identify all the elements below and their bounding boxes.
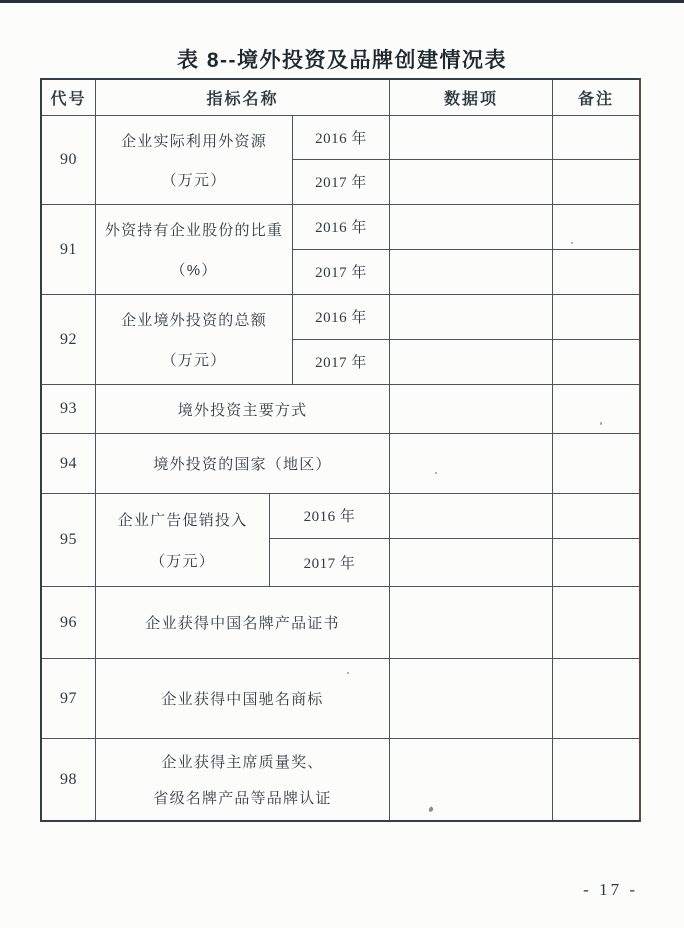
- row-90-subrows: [293, 116, 639, 204]
- table-row-91: [42, 205, 639, 295]
- table-row-92: [42, 295, 639, 385]
- row-91-note-cell: [553, 250, 639, 295]
- row-97-code: 97: [42, 659, 96, 738]
- row-90-indicator: [96, 116, 293, 204]
- row-92-note-cell: [553, 295, 639, 339]
- row-91-year-label: 2017 年: [293, 250, 390, 295]
- row-93-indicator: [96, 385, 390, 433]
- table-row-97: [42, 659, 639, 739]
- row-94-indicator: [96, 434, 390, 493]
- row-95-subrow: [270, 494, 639, 539]
- row-95-year-label: 2016 年: [270, 494, 390, 538]
- row-98-indicator-line: 省级名牌产品等品牌认证: [153, 789, 332, 807]
- row-94-indicator-line: 境外投资的国家（地区）: [153, 456, 332, 473]
- row-95-indicator-line: 企业广告促销投入: [117, 512, 248, 529]
- row-91-data-cell: [390, 205, 553, 249]
- table-row-94: [42, 434, 639, 494]
- table-row-95: [42, 494, 639, 587]
- row-96-code: 96: [42, 587, 96, 658]
- row-92-data-cell: [390, 295, 553, 339]
- row-92-indicator-line: （万元）: [161, 351, 227, 369]
- row-91-data-cell: [390, 250, 553, 295]
- row-91-indicator-line: （%）: [170, 261, 218, 279]
- header-note: 备注: [577, 91, 614, 108]
- row-98-code: 98: [42, 739, 96, 820]
- row-97-indicator-line: 企业获得中国驰名商标: [161, 691, 324, 708]
- row-90-subrow: [293, 160, 639, 204]
- table-row-98: [42, 739, 639, 820]
- row-95-note-cell: [553, 494, 639, 538]
- row-92-data-cell: [390, 340, 553, 385]
- header-data: 数据项: [390, 80, 553, 115]
- row-98-data-cell: [390, 739, 553, 820]
- row-92-indicator-line: 企业境外投资的总额: [121, 312, 267, 330]
- row-91-code: 91: [42, 205, 96, 294]
- header-code: 代号: [42, 80, 96, 115]
- row-94-code: 94: [42, 434, 96, 493]
- row-94-note-cell: [553, 434, 639, 493]
- row-90-subrow: [293, 116, 639, 160]
- row-96-indicator: [96, 587, 390, 658]
- scan-edge-artifact: [0, 0, 684, 3]
- row-95-data-cell: [390, 539, 553, 586]
- row-90-data-cell: [390, 116, 553, 159]
- row-92-indicator: [96, 295, 293, 384]
- row-95-note-cell: [553, 539, 639, 586]
- row-97-data-cell: [390, 659, 553, 738]
- row-95-year-label: 2017 年: [270, 539, 390, 586]
- row-90-indicator-line: 企业实际利用外资源: [121, 133, 267, 150]
- row-98-indicator-line: 企业获得主席质量奖、: [161, 754, 324, 772]
- row-93-indicator-line: 境外投资主要方式: [177, 401, 308, 419]
- row-91-indicator-line: 外资持有企业股份的比重: [104, 222, 284, 240]
- row-93-note-cell: [553, 385, 639, 433]
- row-95-subrow: [270, 539, 639, 586]
- row-91-indicator: [96, 205, 293, 294]
- row-92-subrow: [293, 295, 639, 340]
- row-91-subrow: [293, 250, 639, 295]
- row-90-note-cell: [553, 160, 639, 204]
- row-90-code: 90: [42, 116, 96, 204]
- row-97-indicator: [96, 659, 390, 738]
- table-row-90: [42, 116, 639, 205]
- row-91-year-label: 2016 年: [293, 205, 390, 249]
- table-header-row: [42, 80, 639, 116]
- table-row-93: [42, 385, 639, 434]
- row-95-data-cell: [390, 494, 553, 538]
- row-92-note-cell: [553, 340, 639, 385]
- row-90-data-cell: [390, 160, 553, 204]
- row-98-note-cell: [553, 739, 639, 820]
- row-95-indicator: [96, 494, 270, 586]
- row-92-year-label: 2017 年: [293, 340, 390, 385]
- row-92-code: 92: [42, 295, 96, 384]
- scan-speck: [347, 672, 349, 674]
- row-92-subrows: [293, 295, 639, 384]
- row-90-indicator-line: （万元）: [161, 172, 227, 189]
- row-91-subrow: [293, 205, 639, 250]
- row-94-data-cell: [390, 434, 553, 493]
- scan-speck: [435, 472, 437, 474]
- scan-speck: [600, 422, 602, 425]
- row-96-indicator-line: 企业获得中国名牌产品证书: [145, 615, 340, 632]
- row-95-indicator-line: （万元）: [150, 553, 215, 570]
- row-96-data-cell: [390, 587, 553, 658]
- row-92-year-label: 2016 年: [293, 295, 390, 339]
- scan-speck: [571, 242, 573, 244]
- table-row-96: [42, 587, 639, 659]
- row-93-code: 93: [42, 385, 96, 433]
- row-95-subrows: [270, 494, 639, 586]
- row-97-note-cell: [553, 659, 639, 738]
- page-title: 表 8--境外投资及品牌创建情况表: [177, 49, 507, 72]
- row-96-note-cell: [553, 587, 639, 658]
- row-95-code: 95: [42, 494, 96, 586]
- header-indicator: 指标名称: [96, 80, 390, 115]
- row-90-note-cell: [553, 116, 639, 159]
- row-92-subrow: [293, 340, 639, 385]
- row-91-subrows: [293, 205, 639, 294]
- row-93-data-cell: [390, 385, 553, 433]
- form-table: [40, 78, 641, 822]
- page-number: - 17 -: [583, 880, 638, 899]
- row-91-note-cell: [553, 205, 639, 249]
- row-90-year-label: 2016 年: [293, 116, 390, 159]
- row-98-indicator: [96, 739, 390, 820]
- row-90-year-label: 2017 年: [293, 160, 390, 204]
